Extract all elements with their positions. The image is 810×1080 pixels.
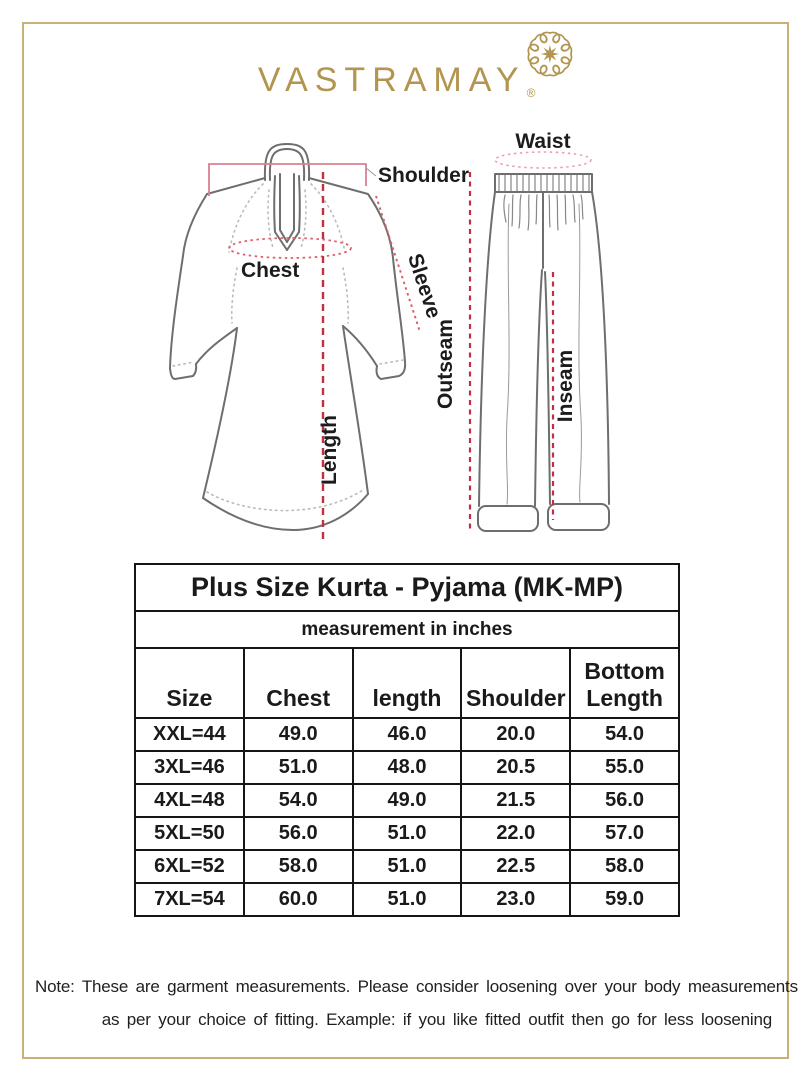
cell-shoulder: 22.5 [461, 850, 570, 883]
floral-mandala-icon [523, 28, 575, 80]
kurta-drawing [170, 144, 405, 530]
label-length: Length [318, 415, 341, 485]
brand-logo-text: VASTRAMAY [257, 61, 526, 99]
cell-bottom-length: 55.0 [570, 751, 679, 784]
cell-bottom-length: 58.0 [570, 850, 679, 883]
table-row [135, 817, 679, 850]
column-header-bottom-length: Bottom Length [570, 648, 679, 718]
cell-shoulder: 20.5 [461, 751, 570, 784]
label-shoulder: Shoulder [378, 164, 470, 187]
cell-length: 48.0 [353, 751, 462, 784]
column-header-length: length [353, 648, 462, 718]
label-chest: Chest [241, 259, 300, 282]
cell-bottom-length: 56.0 [570, 784, 679, 817]
measurement-diagrams [115, 118, 695, 568]
cell-chest: 49.0 [244, 718, 353, 751]
column-header-shoulder: Shoulder [461, 648, 570, 718]
cell-shoulder: 21.5 [461, 784, 570, 817]
measurement-note [35, 970, 798, 1036]
kurta-stitch-dots [173, 184, 403, 511]
pyjama-drawing [478, 174, 609, 531]
shoulder-pointer-line [366, 168, 376, 176]
chest-measure-ellipse [229, 238, 351, 258]
note-line-1: Note: These are garment measurements. Please consider loosening over your body measurements [35, 977, 798, 996]
column-header-chest: Chest [244, 648, 353, 718]
star-center [540, 45, 558, 63]
pyjama-measure-lines [470, 152, 591, 530]
cell-bottom-length: 54.0 [570, 718, 679, 751]
cell-length: 51.0 [353, 850, 462, 883]
cell-chest: 51.0 [244, 751, 353, 784]
table-row [135, 883, 679, 916]
waist-measure-ellipse [495, 152, 591, 168]
kurta-measure-lines [209, 164, 420, 539]
cell-length: 51.0 [353, 817, 462, 850]
shoulder-bracket [209, 164, 366, 196]
label-outseam: Outseam [434, 319, 457, 409]
cell-length: 51.0 [353, 883, 462, 916]
brand-header [258, 62, 536, 98]
cell-chest: 60.0 [244, 883, 353, 916]
cell-size: 6XL=52 [135, 850, 244, 883]
cell-chest: 58.0 [244, 850, 353, 883]
cell-shoulder: 22.0 [461, 817, 570, 850]
table-row [135, 718, 679, 751]
table-title-row [135, 564, 679, 611]
cell-size: 7XL=54 [135, 883, 244, 916]
cell-size: 5XL=50 [135, 817, 244, 850]
table-row [135, 850, 679, 883]
label-waist: Waist [515, 130, 571, 153]
cell-size: 4XL=48 [135, 784, 244, 817]
cell-bottom-length: 57.0 [570, 817, 679, 850]
cell-length: 49.0 [353, 784, 462, 817]
label-inseam: Inseam [554, 349, 577, 423]
cell-chest: 56.0 [244, 817, 353, 850]
cell-size: 3XL=46 [135, 751, 244, 784]
table-row [135, 751, 679, 784]
cell-length: 46.0 [353, 718, 462, 751]
cell-shoulder: 23.0 [461, 883, 570, 916]
table-subtitle: measurement in inches [135, 611, 679, 648]
cell-chest: 54.0 [244, 784, 353, 817]
column-header-size: Size [135, 648, 244, 718]
registered-trademark-symbol: ® [526, 86, 536, 100]
label-sleeve: Sleeve [402, 250, 446, 322]
note-line-2: as per your choice of fitting. Example: if you like fitted outfit then go for less loosening [101, 1010, 772, 1029]
table-subtitle-row [135, 611, 679, 648]
cell-size: XXL=44 [135, 718, 244, 751]
table-header-row [135, 648, 679, 718]
cell-shoulder: 20.0 [461, 718, 570, 751]
cell-bottom-length: 59.0 [570, 883, 679, 916]
table-row [135, 784, 679, 817]
size-chart-table [134, 563, 680, 917]
table-title: Plus Size Kurta - Pyjama (MK-MP) [135, 564, 679, 611]
